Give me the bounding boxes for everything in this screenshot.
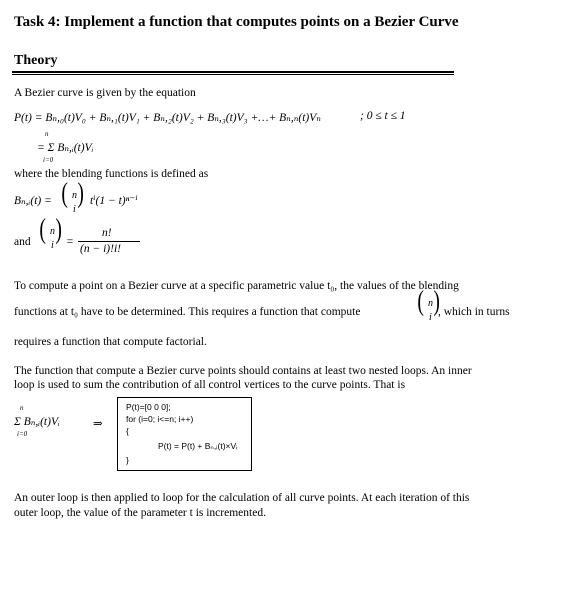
code-line-2: for (i=0; i<=n; i++): [126, 414, 194, 424]
sum-lower-limit: i=0: [43, 156, 54, 164]
blending-rhs: tⁱ(1 − t)ⁿ⁻ⁱ: [90, 195, 138, 207]
para3-line1: An outer loop is then applied to loop for the calculation of all curve points. At each iteration of this: [14, 492, 470, 504]
section-heading: Theory: [14, 53, 58, 68]
para2-line2: loop is used to sum the contribution of all control vertices to the curve points. That is: [14, 379, 406, 391]
and-label: and: [14, 236, 31, 248]
implies-arrow: ⇒: [93, 418, 103, 430]
binom-denominator: (n − i)!i!: [80, 243, 121, 255]
bezier-equation: P(t) = Bₙ,₀(t)V₀ + Bₙ,₁(t)V₁ + Bₙ,₂(t)V₂ + Bₙ,₃(t)V₃ +…+ Bₙ,ₙ(t)Vₙ: [14, 112, 321, 124]
code-line-3: {: [126, 426, 129, 436]
sum-expression: Σ Bₙ,ᵢ(t)Vᵢ: [14, 416, 60, 428]
parameter-range: ; 0 ≤ t ≤ 1: [360, 110, 406, 122]
binom-numerator: n!: [102, 227, 112, 239]
fraction-bar: [78, 241, 140, 242]
sum-upper-limit: n: [45, 130, 49, 138]
para1-line2a: functions at t₀ have to be determined. This requires a function that compute: [14, 306, 361, 318]
intro-line: A Bezier curve is given by the equation: [14, 87, 196, 99]
para1-line2b: , which in turns: [438, 306, 510, 318]
heading-rule-thin: [12, 74, 454, 75]
para2-line1: The function that compute a Bezier curve points should contains at least two nested loops. An inner: [14, 365, 472, 377]
code-line-5: }: [126, 455, 129, 465]
code-line-1: P(t)=[0 0 0];: [126, 402, 171, 412]
binomial-coefficient-2: ( n i ): [39, 214, 62, 251]
blending-intro: where the blending functions is defined as: [14, 168, 209, 180]
para3-line2: outer loop, the value of the parameter t is incremented.: [14, 507, 266, 519]
page-title: Task 4: Implement a function that computes points on a Bezier Curve: [14, 14, 459, 30]
sum-equation: = Σ Bₙ,ᵢ(t)Vᵢ: [37, 142, 94, 154]
para1-line1: To compute a point on a Bezier curve at a specific parametric value t₀, the values of the blending: [14, 280, 459, 292]
binomial-coefficient: ( n i ): [61, 178, 84, 215]
binomial-coefficient-3: ( n i ): [417, 286, 440, 323]
pseudocode-box: [117, 397, 252, 471]
blending-lhs: Bₙ,ᵢ(t) =: [14, 195, 52, 207]
sum-upper-limit-2: n: [20, 404, 24, 412]
para1-line3: requires a function that compute factorial.: [14, 336, 207, 348]
code-line-4: P(t) = P(t) + Bₙ,ᵢ(t)×Vᵢ: [158, 441, 238, 451]
sum-lower-limit-2: i=0: [17, 430, 28, 438]
heading-rule-thick: [12, 71, 454, 73]
